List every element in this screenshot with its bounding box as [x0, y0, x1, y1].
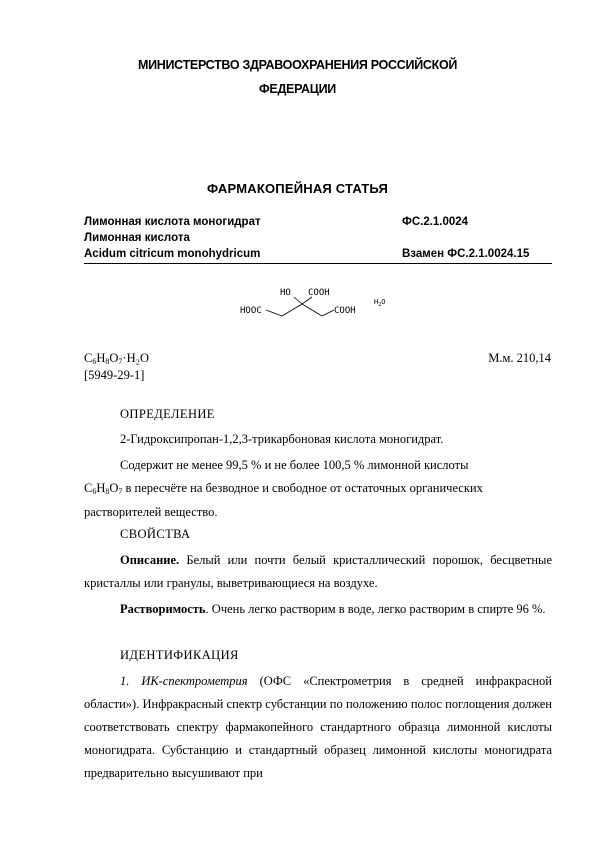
description-label: Описание.	[120, 553, 180, 567]
section-identification-heading: ИДЕНТИФИКАЦИЯ	[120, 648, 239, 662]
structure-cooh-right-label: COOH	[334, 306, 356, 316]
substance-name-alt: Лимонная кислота	[84, 232, 190, 244]
header-row-3	[84, 246, 554, 262]
solubility-paragraph	[84, 598, 552, 621]
solubility-label: Растворимость	[120, 602, 206, 616]
molecular-mass: М.м. 210,14	[488, 351, 551, 365]
description-paragraph	[84, 549, 552, 595]
document-title: ФАРМАКОПЕЙНАЯ СТАТЬЯ	[206, 181, 389, 196]
structure-bonds	[266, 297, 334, 316]
molecular-formula: $C_6H_8O_7\cdot H_2O$	[84, 351, 149, 366]
header-row-2	[84, 230, 554, 246]
solubility-text: . Очень легко растворим в воде, легко растворим в спирте 96 %.	[205, 602, 546, 616]
replaces-code: Взамен ФС.2.1.0024.15	[402, 248, 530, 260]
definition-content-line2: $C_6H_8O_7$ в пересчёте на безводное и свободное от остаточных органических	[84, 481, 483, 496]
structure-hooc-left-label: HOOC	[240, 306, 262, 316]
structural-formula	[232, 282, 412, 326]
description-text: Белый или почти белый кристаллический порошок, бесцветные кристаллы или гранулы, выветривающиеся на воздухе.	[84, 553, 552, 590]
structure-oh-label: HO	[280, 288, 291, 298]
substance-name-ru: Лимонная кислота моногидрат	[84, 216, 261, 228]
definition-content-line3: растворителей вещество.	[84, 505, 218, 519]
definition-text: 2-Гидроксипропан-1,2,3-трикарбоновая кислота моногидрат.	[120, 432, 444, 446]
substance-name-latin: Acidum citricum monohydricum	[84, 248, 261, 260]
structure-water-label: $H_2O$	[374, 298, 386, 308]
section-properties-heading: СВОЙСТВА	[120, 527, 191, 541]
ministry-name-line2: ФЕДЕРАЦИИ	[259, 82, 336, 96]
ministry-name-line1: МИНИСТЕРСТВО ЗДРАВООХРАНЕНИЯ РОССИЙСКОЙ	[137, 58, 458, 72]
monograph-code: ФС.2.1.0024	[402, 216, 469, 228]
header-row-1	[84, 214, 554, 230]
section-definition-heading: ОПРЕДЕЛЕНИЕ	[120, 407, 215, 421]
header-rule	[84, 263, 552, 264]
ir-spectrometry-text: (ОФС «Спектрометрия в средней инфракрасной области»). Инфракрасный спектр субстанции по положению полос поглощения должен соответствовать спектру фармакопейного стандартного образца лимонной кислоты моногидрата. Субстанцию и стандартный образец лимонной кислоты моногидрата предварительно высушивают при	[84, 674, 552, 780]
ir-spectrometry-label: 1. ИК-спектрометрия	[120, 674, 248, 688]
ir-spectrometry-paragraph	[84, 670, 552, 785]
structure-cooh-top-label: COOH	[308, 288, 330, 298]
definition-content-line1: Содержит не менее 99,5 % и не более 100,5 % лимонной кислоты	[120, 458, 469, 472]
cas-number: [5949-29-1]	[84, 368, 145, 382]
